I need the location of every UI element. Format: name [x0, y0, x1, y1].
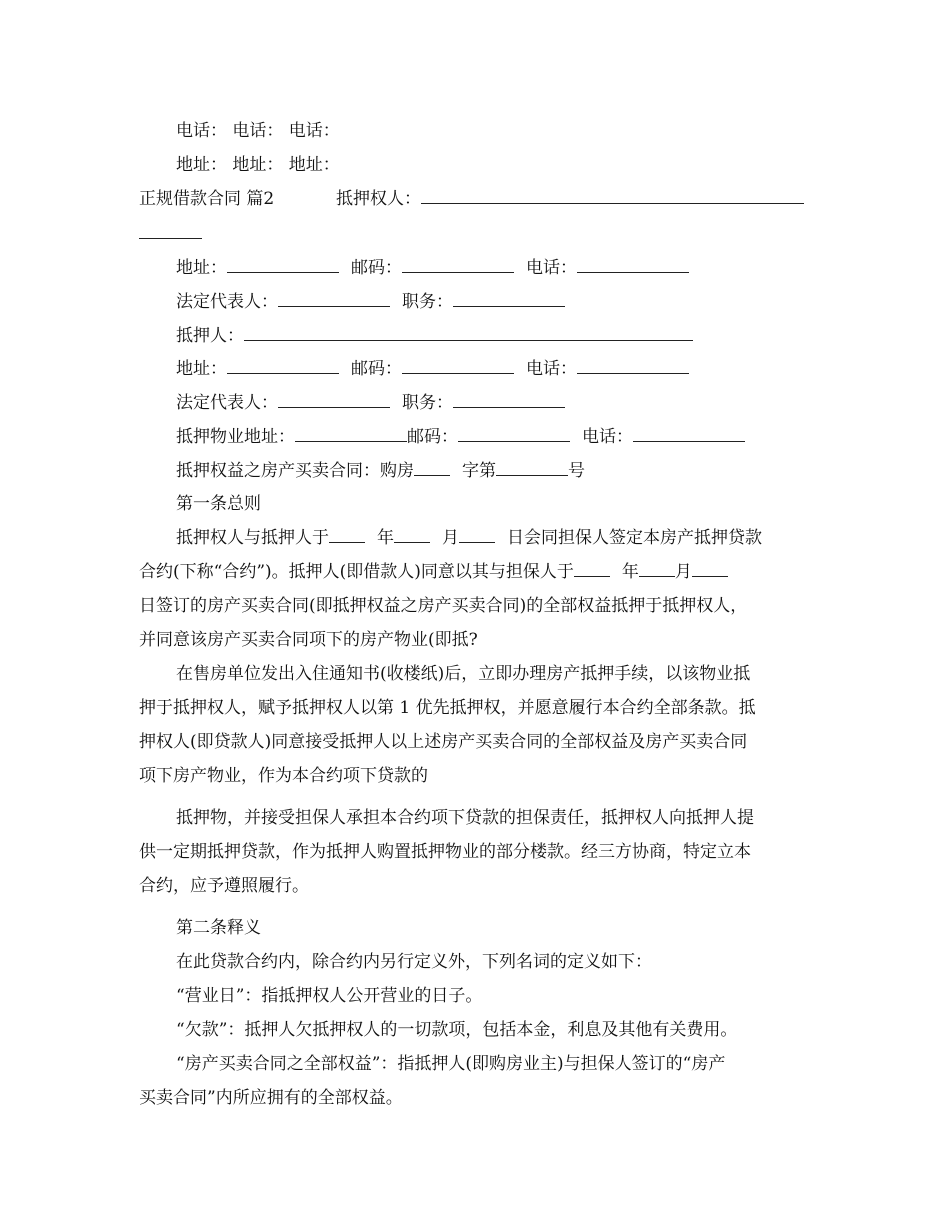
day-blank: [692, 562, 728, 577]
phone-labels: 电话： 电话： 电话：: [176, 121, 340, 141]
position-blank: [453, 393, 565, 408]
position-blank: [453, 292, 565, 307]
rep-label: 法定代表人：: [176, 292, 278, 312]
text-span: 月: [674, 562, 692, 582]
address-blank: [227, 359, 339, 374]
position-label: 职务：: [402, 393, 453, 413]
mortgagee-blank-tail: [139, 224, 202, 239]
article2-def2: [176, 1020, 737, 1042]
property-address-row: [176, 427, 745, 449]
phone-label: 电话：: [526, 359, 577, 379]
article1-p2-line4: [139, 766, 428, 788]
article1-p1-line3: [139, 596, 747, 618]
text-span: 日签订的房产买卖合同(即抵押权益之房产买卖合同)的全部权益抵押于抵押权人，: [139, 596, 748, 616]
phone-label: 电话：: [582, 427, 633, 447]
contract-mid: 字第: [462, 461, 496, 481]
article1-p1-line2: [139, 562, 728, 584]
contract-end: 号: [568, 461, 585, 481]
position-label: 职务：: [402, 292, 453, 312]
article1-p2-line2: [139, 698, 756, 720]
contract-blank-1: [414, 461, 450, 476]
postcode-label: 邮码：: [351, 258, 402, 278]
year-blank: [574, 562, 610, 577]
text-span: 日会同担保人签定本房产抵押贷款: [507, 528, 762, 548]
text-span: 合约(下称“合约”)。抵押人(即借款人)同意以其与担保人于: [139, 562, 574, 582]
month-blank: [394, 528, 430, 543]
article1-p3-line1: [176, 808, 754, 830]
address-label: 地址：: [176, 258, 227, 278]
month-blank: [639, 562, 675, 577]
text-span: “营业日”：指抵押权人公开营业的日子。: [176, 986, 483, 1006]
document-title: 正规借款合同 篇2: [139, 189, 275, 209]
rep-blank: [278, 292, 390, 307]
section-heading: 第二条释义: [176, 918, 261, 938]
property-address-label: 抵押物业地址：: [176, 427, 295, 447]
party-a-rep-row: [176, 292, 565, 314]
text-span: 项下房产物业，作为本合约项下贷款的: [139, 766, 428, 786]
phone-row: [176, 121, 340, 143]
text-span: “欠款”：抵押人欠抵押权人的一切款项，包括本金，利息及其他有关费用。: [176, 1020, 738, 1040]
mortgagee-blank-continuation: [139, 224, 202, 246]
text-span: 抵押物，并接受担保人承担本合约项下贷款的担保责任，抵押权人向抵押人提: [176, 808, 754, 828]
phone-label: 电话：: [526, 258, 577, 278]
address-label: 地址：: [176, 359, 227, 379]
property-address-blank: [295, 427, 407, 442]
party-b-rep-row: [176, 393, 565, 415]
party-a-address-row: [176, 258, 689, 280]
contract-label: 抵押权益之房产买卖合同：购房: [176, 461, 414, 481]
text-span: 在此贷款合约内，除合约内另行定义外，下列名词的定义如下：: [176, 952, 652, 972]
text-span: “房产买卖合同之全部权益”：指抵押人(即购房业主)与担保人签订的“房产: [176, 1054, 726, 1074]
mortgagor-row: [176, 326, 693, 348]
text-span: 年: [377, 528, 394, 548]
phone-blank: [577, 359, 689, 374]
text-span: 月: [442, 528, 459, 548]
contract-blank-2: [496, 461, 568, 476]
text-span: 在售房单位发出入住通知书(收楼纸)后，立即办理房产抵押手续，以该物业抵: [176, 664, 751, 684]
title-row: [139, 189, 274, 211]
article2-def3-line2: [139, 1088, 403, 1110]
text-span: 供一定期抵押贷款，作为抵押人购置抵押物业的部分楼款。经三方协商，特定立本: [139, 842, 751, 862]
article1-p2-line3: [139, 732, 747, 754]
postcode-label: 邮码：: [407, 427, 458, 447]
section-heading: 第一条总则: [176, 494, 261, 514]
day-blank: [459, 528, 495, 543]
text-span: 押权人(即贷款人)同意接受抵押人以上述房产买卖合同的全部权益及房产买卖合同: [139, 732, 748, 752]
postcode-blank: [402, 359, 514, 374]
article1-p3-line2: [139, 842, 751, 864]
rep-label: 法定代表人：: [176, 393, 278, 413]
phone-blank: [577, 258, 689, 273]
text-span: 抵押权人与抵押人于: [176, 528, 329, 548]
mortgagee-label: 抵押权人：: [336, 189, 421, 209]
rep-blank: [278, 393, 390, 408]
article1-p2-line1: [176, 664, 750, 686]
article1-p1-line4: [139, 630, 478, 652]
phone-blank: [633, 427, 745, 442]
year-blank: [329, 528, 365, 543]
article1-p3-line3: [139, 876, 309, 898]
article2-intro: [176, 952, 652, 974]
party-b-address-row: [176, 359, 689, 381]
postcode-blank: [402, 258, 514, 273]
text-span: 押于抵押权人，赋予抵押权人以第 1 优先抵押权，并愿意履行本合约全部条款。抵: [139, 698, 756, 718]
text-span: 买卖合同”内所应拥有的全部权益。: [139, 1088, 403, 1108]
article1-heading: [176, 494, 261, 516]
mortgagee-row: [336, 189, 804, 211]
article2-heading: [176, 918, 261, 940]
address-labels: 地址： 地址： 地址：: [176, 155, 340, 175]
article2-def1: [176, 986, 482, 1008]
article2-def3-line1: [176, 1054, 725, 1076]
article1-p1-line1: [176, 528, 762, 550]
mortgagor-label: 抵押人：: [176, 326, 244, 346]
address-blank: [227, 258, 339, 273]
text-span: 年: [621, 562, 639, 582]
contract-ref-row: [176, 461, 585, 483]
mortgagor-blank: [244, 326, 693, 341]
text-span: 合约，应予遵照履行。: [139, 876, 309, 896]
text-span: 并同意该房产买卖合同项下的房产物业(即抵?: [139, 630, 478, 650]
address-row: [176, 155, 340, 177]
postcode-blank: [458, 427, 570, 442]
postcode-label: 邮码：: [351, 359, 402, 379]
mortgagee-blank: [421, 189, 804, 204]
